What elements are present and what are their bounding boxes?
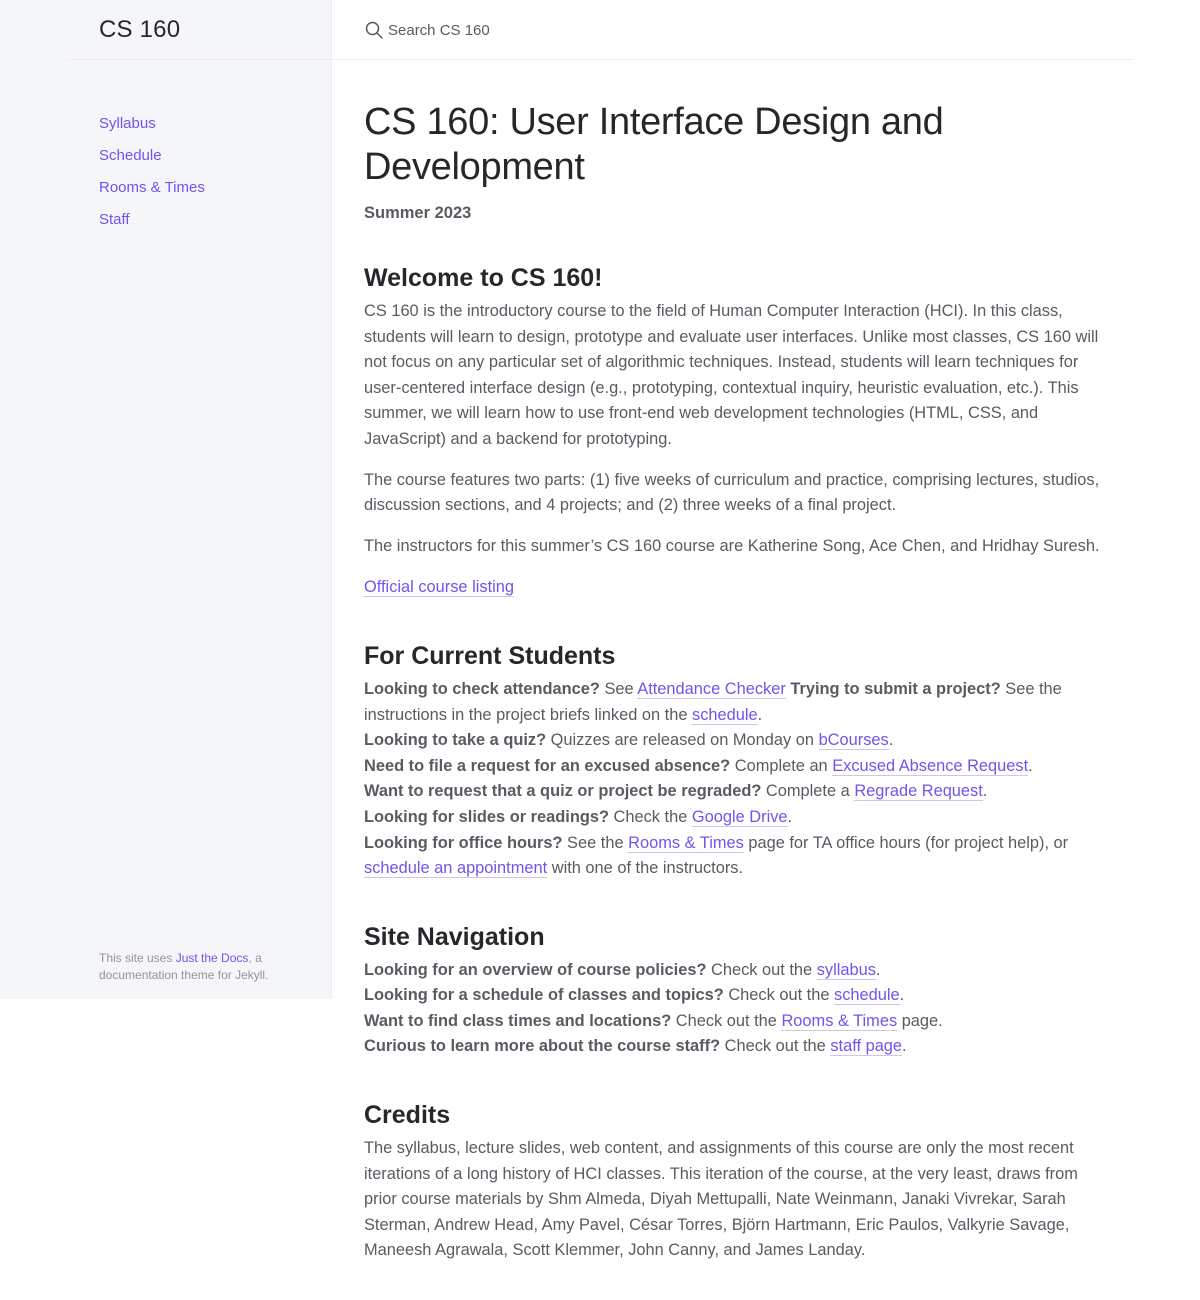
schedule-question: Looking for a schedule of classes and topics? bbox=[364, 986, 724, 1005]
absence-post: . bbox=[1028, 756, 1033, 775]
search-bar bbox=[332, 0, 1132, 60]
credits-paragraph: The syllabus, lecture slides, web content, and assignments of this course are only the most recent iterations of a long history of HCI classes. This iteration of the course, at the very least, draws from prior course materials by Shm Almeda, Diyah Mettupalli, Nate Weinmann, Janaki Vivrekar, Sarah Sterman, Andrew Head, Amy Pavel, César Torres, Björn Hartmann, Eric Paulos, Valkyrie Savage, Maneesh Agrawala, Scott Klemmer, John Canny, and James Landay. bbox=[364, 1139, 1078, 1260]
rooms-line bbox=[364, 1009, 1104, 1035]
credits-section bbox=[364, 1100, 1104, 1264]
sidebar-item-syllabus-link[interactable]: Syllabus bbox=[99, 115, 156, 132]
syllabus-link[interactable]: syllabus bbox=[816, 960, 876, 979]
rooms-post: page. bbox=[897, 1011, 943, 1030]
sidebar-item-staff bbox=[99, 210, 205, 242]
footer-theme-link[interactable]: Just the Docs bbox=[175, 951, 249, 965]
current-students-heading: For Current Students bbox=[364, 641, 616, 670]
quiz-question: Looking to take a quiz? bbox=[364, 731, 547, 750]
quiz-line bbox=[364, 728, 1104, 754]
staff-text: Check out the bbox=[720, 1037, 831, 1056]
page-title: CS 160: User Interface Design and Development bbox=[364, 101, 944, 188]
office-hours-question: Looking for office hours? bbox=[364, 833, 563, 852]
welcome-paragraph-3: The instructors for this summer’s CS 160 course are Katherine Song, Ace Chen, and Hridhay Suresh. bbox=[364, 536, 1100, 555]
absence-question: Need to file a request for an excused absence? bbox=[364, 756, 731, 775]
excused-absence-link[interactable]: Excused Absence Request bbox=[832, 756, 1029, 775]
regrade-text: Complete a bbox=[761, 782, 855, 801]
attendance-checker-link[interactable]: Attendance Checker bbox=[637, 679, 786, 698]
rooms-question: Want to find class times and locations? bbox=[364, 1011, 672, 1030]
office-hours-post: with one of the instructors. bbox=[547, 859, 744, 878]
quiz-text: Quizzes are released on Monday on bbox=[546, 731, 819, 750]
slides-line bbox=[364, 805, 1104, 831]
office-hours-line bbox=[364, 831, 1104, 882]
policies-line bbox=[364, 958, 1104, 984]
site-footer bbox=[99, 950, 309, 984]
regrade-request-link[interactable]: Regrade Request bbox=[854, 782, 983, 801]
schedule-line bbox=[364, 983, 1104, 1009]
submit-text: See the instructions in the project briefs linked on the bbox=[364, 679, 1062, 724]
welcome-heading: Welcome to CS 160! bbox=[364, 264, 603, 292]
main-content bbox=[364, 100, 1104, 1264]
schedule-text: Check out the bbox=[723, 986, 835, 1005]
welcome-paragraph-1: CS 160 is the introductory course to the field of Human Computer Interaction (HCI). In this class, students will learn to design, prototype and evaluate user interfaces. Unlike most classes, CS 160 will not focus on any particular set of algorithmic techniques. Instead, students will learn techniques for user-centered interface design (e.g., prototyping, contextual inquiry, heuristic evaluation, etc.). This summer, we will learn how to use front-end web development technologies (HTML, CSS, and JavaScript) and a backend for prototyping. bbox=[364, 302, 1099, 448]
quiz-post: . bbox=[888, 731, 894, 750]
welcome-paragraph-2: The course features two parts: (1) five weeks of curriculum and practice, comprising lectures, studios, discussion sections, and 4 projects; and (2) three weeks of a final project. bbox=[364, 470, 1100, 515]
absence-line bbox=[364, 754, 1104, 780]
schedule-appointment-link[interactable]: schedule an appointment bbox=[364, 859, 548, 878]
submit-post: . bbox=[757, 705, 763, 724]
footer-suffix: , a documentation theme for Jekyll. bbox=[99, 951, 269, 982]
regrade-post: . bbox=[982, 782, 988, 801]
absence-text: Complete an bbox=[730, 756, 833, 775]
office-hours-mid: page for TA office hours (for project help), or bbox=[743, 833, 1069, 852]
rooms-text: Check out the bbox=[671, 1011, 782, 1030]
current-students-section bbox=[364, 641, 1104, 882]
site-navigation-heading: Site Navigation bbox=[364, 922, 545, 951]
schedule-link[interactable]: schedule bbox=[692, 705, 758, 724]
staff-line bbox=[364, 1034, 1104, 1060]
nav-rooms-times-link[interactable]: Rooms & Times bbox=[781, 1011, 898, 1030]
term-label: Summer 2023 bbox=[364, 204, 472, 222]
search-icon bbox=[365, 21, 383, 39]
policies-question: Looking for an overview of course policies? bbox=[364, 960, 707, 979]
attendance-line bbox=[364, 677, 1104, 728]
regrade-line bbox=[364, 779, 1104, 805]
staff-page-link[interactable]: staff page bbox=[830, 1037, 903, 1056]
sidebar-item-syllabus bbox=[99, 114, 205, 146]
attendance-question: Looking to check attendance? bbox=[364, 679, 600, 698]
schedule-post: . bbox=[899, 986, 905, 1005]
attendance-text: See bbox=[599, 679, 638, 698]
site-title[interactable]: CS 160 bbox=[99, 16, 181, 43]
search-input[interactable] bbox=[384, 17, 992, 43]
sidebar-item-rooms-times-link[interactable]: Rooms & Times bbox=[99, 179, 205, 196]
google-drive-link[interactable]: Google Drive bbox=[691, 807, 788, 826]
staff-question: Curious to learn more about the course staff? bbox=[364, 1037, 721, 1056]
site-navigation-faq bbox=[364, 958, 1104, 1060]
footer-prefix: This site uses bbox=[99, 951, 176, 965]
staff-post: . bbox=[902, 1037, 907, 1056]
regrade-question: Want to request that a quiz or project be regraded? bbox=[364, 782, 762, 801]
sidebar-item-rooms-times bbox=[99, 178, 205, 210]
nav-schedule-link[interactable]: schedule bbox=[834, 986, 900, 1005]
slides-post: . bbox=[787, 807, 793, 826]
site-header bbox=[67, 0, 331, 60]
sidebar-item-schedule bbox=[99, 146, 205, 178]
policies-post: . bbox=[875, 960, 881, 979]
sidebar-item-staff-link[interactable]: Staff bbox=[99, 211, 130, 228]
policies-text: Check out the bbox=[706, 960, 817, 979]
slides-text: Check the bbox=[608, 807, 692, 826]
submit-question: Trying to submit a project? bbox=[785, 679, 1001, 698]
slides-question: Looking for slides or readings? bbox=[364, 807, 609, 826]
course-listing-paragraph bbox=[364, 575, 1104, 601]
sidebar-item-schedule-link[interactable]: Schedule bbox=[99, 147, 162, 164]
credits-heading: Credits bbox=[364, 1101, 451, 1130]
rooms-times-link[interactable]: Rooms & Times bbox=[628, 833, 744, 852]
sidebar-nav bbox=[99, 114, 205, 242]
welcome-section bbox=[364, 263, 1104, 601]
site-navigation-section bbox=[364, 922, 1104, 1060]
current-students-faq bbox=[364, 677, 1104, 882]
sidebar bbox=[0, 0, 332, 999]
office-hours-text: See the bbox=[562, 833, 629, 852]
official-course-listing-link[interactable]: Official course listing bbox=[364, 578, 515, 597]
bcourses-link[interactable]: bCourses bbox=[818, 731, 889, 750]
